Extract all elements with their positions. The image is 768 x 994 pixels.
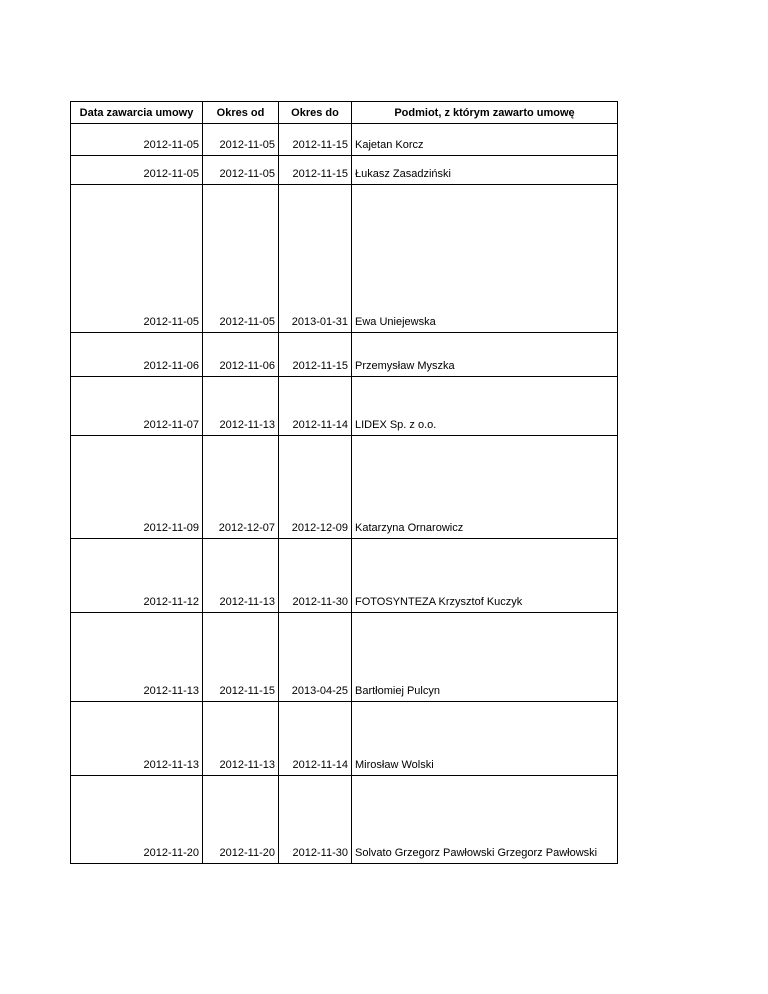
cell-okres-do: 2012-11-14	[279, 377, 352, 436]
table-row	[71, 333, 618, 377]
cell-okres-do: 2013-04-25	[279, 613, 352, 702]
cell-data-zawarcia: 2012-11-12	[71, 539, 203, 613]
cell-okres-od: 2012-11-13	[203, 702, 279, 776]
cell-okres-do: 2012-11-30	[279, 776, 352, 864]
cell-okres-do: 2012-12-09	[279, 436, 352, 539]
cell-data-zawarcia: 2012-11-05	[71, 156, 203, 185]
cell-okres-od: 2012-11-15	[203, 613, 279, 702]
table-row	[71, 124, 618, 156]
contracts-table	[70, 101, 618, 864]
cell-podmiot: Łukasz Zasadziński	[352, 156, 618, 185]
table-row	[71, 185, 618, 333]
cell-okres-od: 2012-11-05	[203, 156, 279, 185]
cell-okres-od: 2012-11-13	[203, 377, 279, 436]
cell-okres-od: 2012-11-20	[203, 776, 279, 864]
cell-data-zawarcia: 2012-11-09	[71, 436, 203, 539]
table-row	[71, 776, 618, 864]
header-podmiot: Podmiot, z którym zawarto umowę	[352, 102, 618, 124]
cell-okres-do: 2012-11-15	[279, 333, 352, 377]
table-row	[71, 156, 618, 185]
header-row	[71, 102, 618, 124]
cell-podmiot: LIDEX Sp. z o.o.	[352, 377, 618, 436]
cell-podmiot: Bartłomiej Pulcyn	[352, 613, 618, 702]
cell-okres-do: 2012-11-30	[279, 539, 352, 613]
header-okres-od: Okres od	[203, 102, 279, 124]
cell-okres-do: 2012-11-15	[279, 124, 352, 156]
cell-podmiot: Przemysław Myszka	[352, 333, 618, 377]
cell-data-zawarcia: 2012-11-13	[71, 702, 203, 776]
table-row	[71, 436, 618, 539]
cell-okres-od: 2012-11-13	[203, 539, 279, 613]
cell-podmiot: Mirosław Wolski	[352, 702, 618, 776]
table-row	[71, 702, 618, 776]
cell-data-zawarcia: 2012-11-20	[71, 776, 203, 864]
header-data-zawarcia: Data zawarcia umowy	[71, 102, 203, 124]
cell-okres-do: 2012-11-14	[279, 702, 352, 776]
cell-podmiot: Ewa Uniejewska	[352, 185, 618, 333]
cell-okres-od: 2012-12-07	[203, 436, 279, 539]
cell-data-zawarcia: 2012-11-05	[71, 124, 203, 156]
cell-okres-od: 2012-11-05	[203, 124, 279, 156]
cell-okres-od: 2012-11-06	[203, 333, 279, 377]
header-okres-do: Okres do	[279, 102, 352, 124]
cell-okres-od: 2012-11-05	[203, 185, 279, 333]
cell-data-zawarcia: 2012-11-13	[71, 613, 203, 702]
cell-okres-do: 2013-01-31	[279, 185, 352, 333]
table-row	[71, 377, 618, 436]
cell-podmiot: Katarzyna Ornarowicz	[352, 436, 618, 539]
cell-data-zawarcia: 2012-11-05	[71, 185, 203, 333]
cell-data-zawarcia: 2012-11-06	[71, 333, 203, 377]
cell-okres-do: 2012-11-15	[279, 156, 352, 185]
cell-podmiot: FOTOSYNTEZA Krzysztof Kuczyk	[352, 539, 618, 613]
table-row	[71, 539, 618, 613]
cell-podmiot: Solvato Grzegorz Pawłowski Grzegorz Pawłowski	[352, 776, 618, 864]
cell-podmiot: Kajetan Korcz	[352, 124, 618, 156]
table-row	[71, 613, 618, 702]
cell-data-zawarcia: 2012-11-07	[71, 377, 203, 436]
